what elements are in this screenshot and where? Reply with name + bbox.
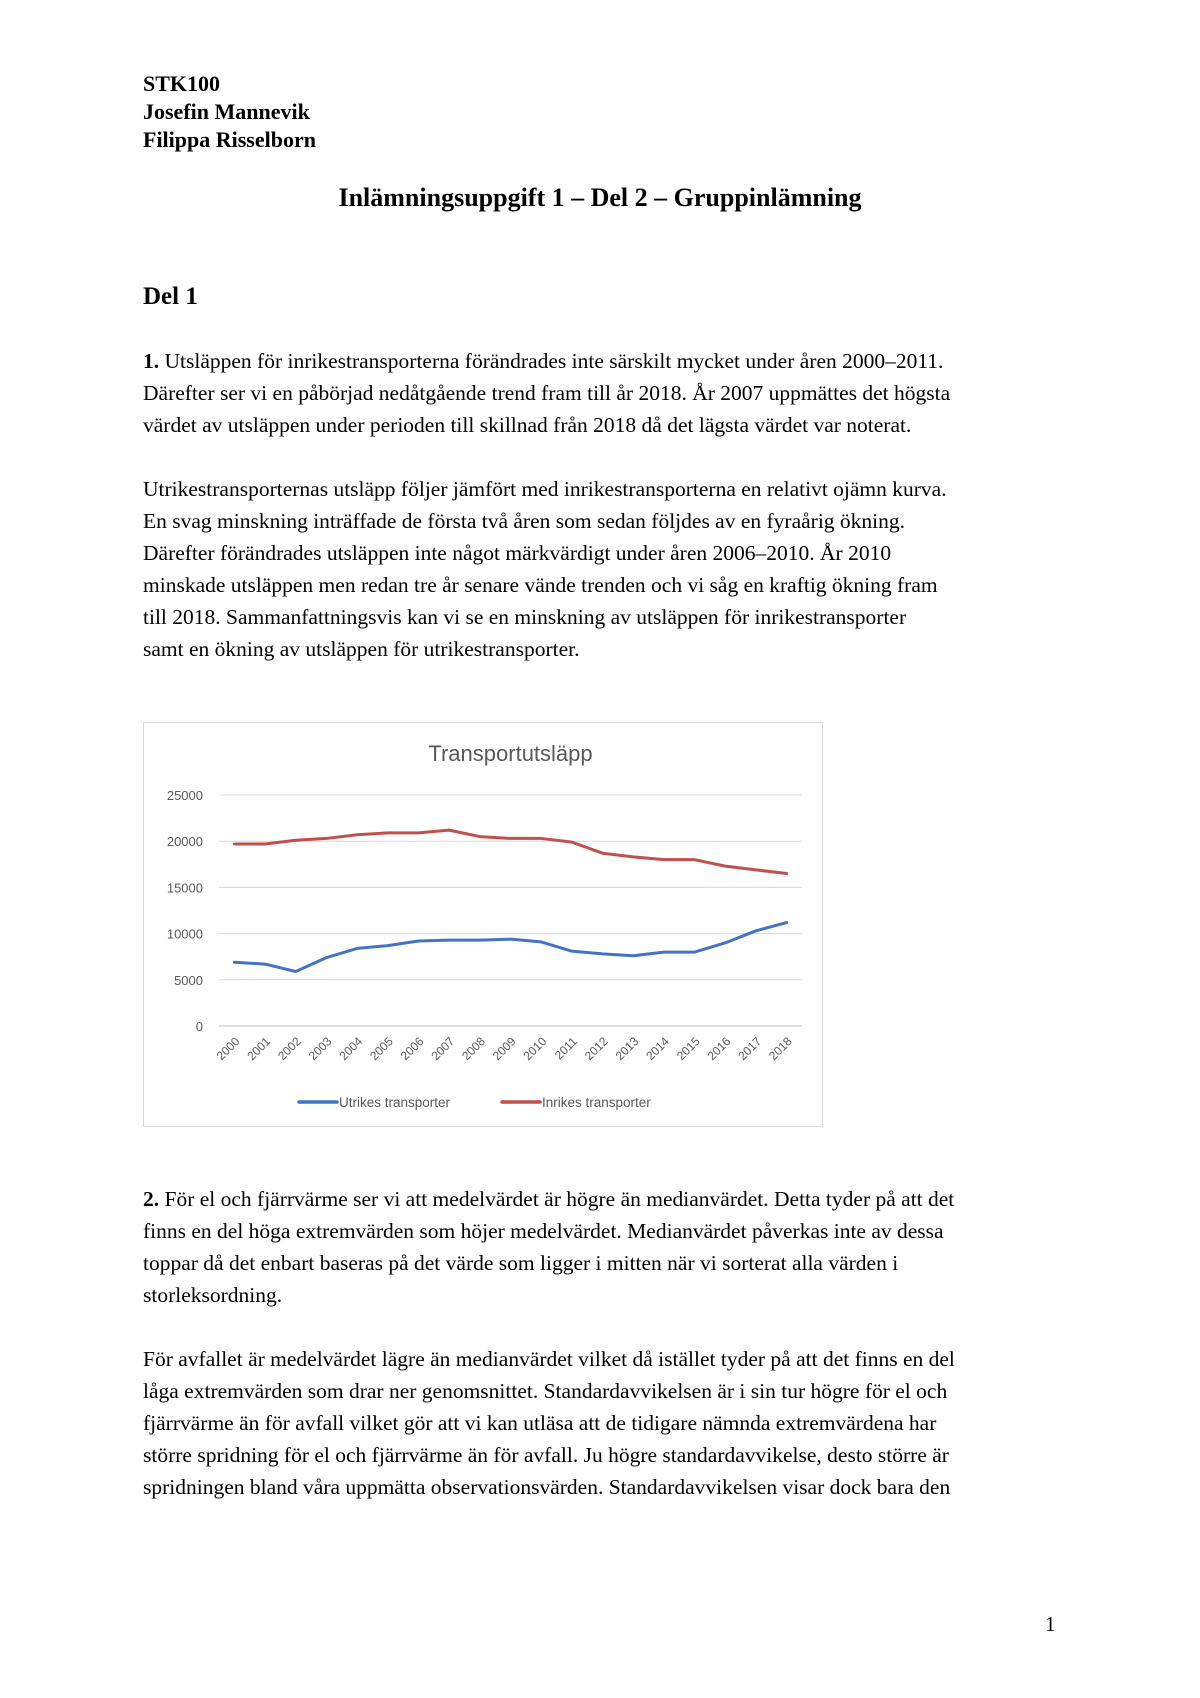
paragraph-line: värdet av utsläppen under perioden till skillnad från 2018 då det lägsta värdet var noterat. [143, 413, 912, 437]
paragraph-line: samt en ökning av utsläppen för utrikestransporter. [143, 637, 580, 661]
paragraph-4 [143, 1343, 1073, 1503]
chart-canvas [144, 723, 824, 1128]
paragraph-line: större spridning för el och fjärrvärme än för avfall. Ju högre standardavvikelse, desto större är [143, 1443, 949, 1467]
paragraph-line: finns en del höga extremvärden som höjer medelvärdet. Medianvärdet påverkas inte av dessa [143, 1219, 944, 1243]
paragraph-line: fjärrvärme än för avfall vilket gör att vi kan utläsa att de tidigare nämnda extremvärdena har [143, 1411, 937, 1435]
chart-title: Transportutsläpp [428, 741, 593, 766]
y-tick-label: 15000 [166, 880, 203, 896]
paragraph-line: till 2018. Sammanfattningsvis kan vi se en minskning av utsläppen för inrikestransporter [143, 605, 907, 629]
legend-label: Utrikes transporter [339, 1095, 451, 1110]
x-tick-label: 2004 [336, 1034, 366, 1064]
x-tick-label: 2018 [765, 1034, 795, 1064]
y-tick-label: 25000 [166, 788, 203, 803]
series-line [234, 830, 786, 873]
x-tick-label: 2008 [459, 1034, 488, 1064]
x-tick-label: 2007 [428, 1034, 458, 1064]
item-number: 2. [143, 1187, 160, 1211]
x-tick-label: 2013 [612, 1034, 642, 1064]
x-tick-label: 2014 [643, 1034, 673, 1064]
paragraph-line: Därefter förändrades utsläppen inte något märkvärdigt under åren 2006–2010. År 2010 [143, 541, 892, 565]
author-name: Filippa Risselborn [143, 127, 316, 152]
x-tick-label: 2015 [673, 1034, 703, 1064]
series-line [234, 923, 786, 972]
paragraph-line: Därefter ser vi en påbörjad nedåtgående trend fram till år 2018. År 2007 uppmättes det högsta [143, 381, 951, 405]
y-tick-label: 20000 [166, 834, 203, 850]
paragraph-line: storleksordning. [143, 1283, 283, 1307]
paragraph-line: För avfallet är medelvärdet lägre än medianvärdet vilket då istället tyder på att det finns en del [143, 1347, 955, 1371]
y-tick-label: 0 [195, 1019, 203, 1034]
x-tick-label: 2012 [581, 1034, 611, 1064]
x-tick-label: 2002 [275, 1034, 304, 1064]
transport-emissions-chart [143, 722, 823, 1127]
x-tick-label: 2011 [551, 1034, 580, 1063]
x-tick-label: 2017 [735, 1034, 765, 1064]
author-name: Josefin Mannevik [143, 99, 310, 124]
y-tick-label: 5000 [174, 972, 203, 988]
x-tick-label: 2010 [520, 1034, 550, 1064]
paragraph-line: låga extremvärden som drar ner genomsnittet. Standardavvikelsen är i sin tur högre för el och [143, 1379, 948, 1403]
x-tick-label: 2000 [213, 1034, 243, 1064]
course-code: STK100 [143, 71, 221, 96]
paragraph-text: Utsläppen för inrikestransporterna förändrades inte särskilt mycket under åren 2000–2011. [159, 349, 944, 373]
x-tick-label: 2009 [489, 1034, 519, 1064]
document-title: Inlämningsuppgift 1 – Del 2 – Gruppinlämning [338, 183, 862, 212]
x-tick-label: 2006 [397, 1034, 427, 1064]
paragraph-line: En svag minskning inträffade de första två åren som sedan följdes av en fyraårig ökning. [143, 509, 906, 533]
paragraph-2 [143, 473, 1073, 665]
page-number: 1 [1045, 1612, 1056, 1636]
x-tick-label: 2003 [305, 1034, 335, 1064]
author-header [143, 70, 316, 154]
paragraph-3 [143, 1183, 1073, 1311]
y-tick-label: 10000 [166, 926, 203, 942]
paragraph-1 [143, 345, 1073, 441]
paragraph-line [143, 1183, 1073, 1215]
paragraph-line: minskade utsläppen men redan tre år senare vände trenden och vi såg en kraftig ökning fram [143, 573, 938, 597]
x-tick-label: 2001 [244, 1034, 274, 1064]
x-tick-label: 2016 [704, 1034, 734, 1064]
paragraph-line: Utrikestransporternas utsläpp följer jämfört med inrikestransporterna en relativt ojämn kurva. [143, 477, 947, 501]
item-number: 1. [143, 349, 160, 373]
paragraph-line: toppar då det enbart baseras på det värde som ligger i mitten när vi sorterat alla värden i [143, 1251, 899, 1275]
paragraph-line [143, 345, 1073, 377]
section-heading: Del 1 [143, 283, 198, 310]
paragraph-text: För el och fjärrvärme ser vi att medelvärdet är högre än medianvärdet. Detta tyder på att det [159, 1187, 955, 1211]
legend-label: Inrikes transporter [542, 1095, 651, 1110]
paragraph-line: spridningen bland våra uppmätta observationsvärden. Standardavvikelsen visar dock bara den [143, 1475, 951, 1499]
x-tick-label: 2005 [367, 1034, 396, 1064]
